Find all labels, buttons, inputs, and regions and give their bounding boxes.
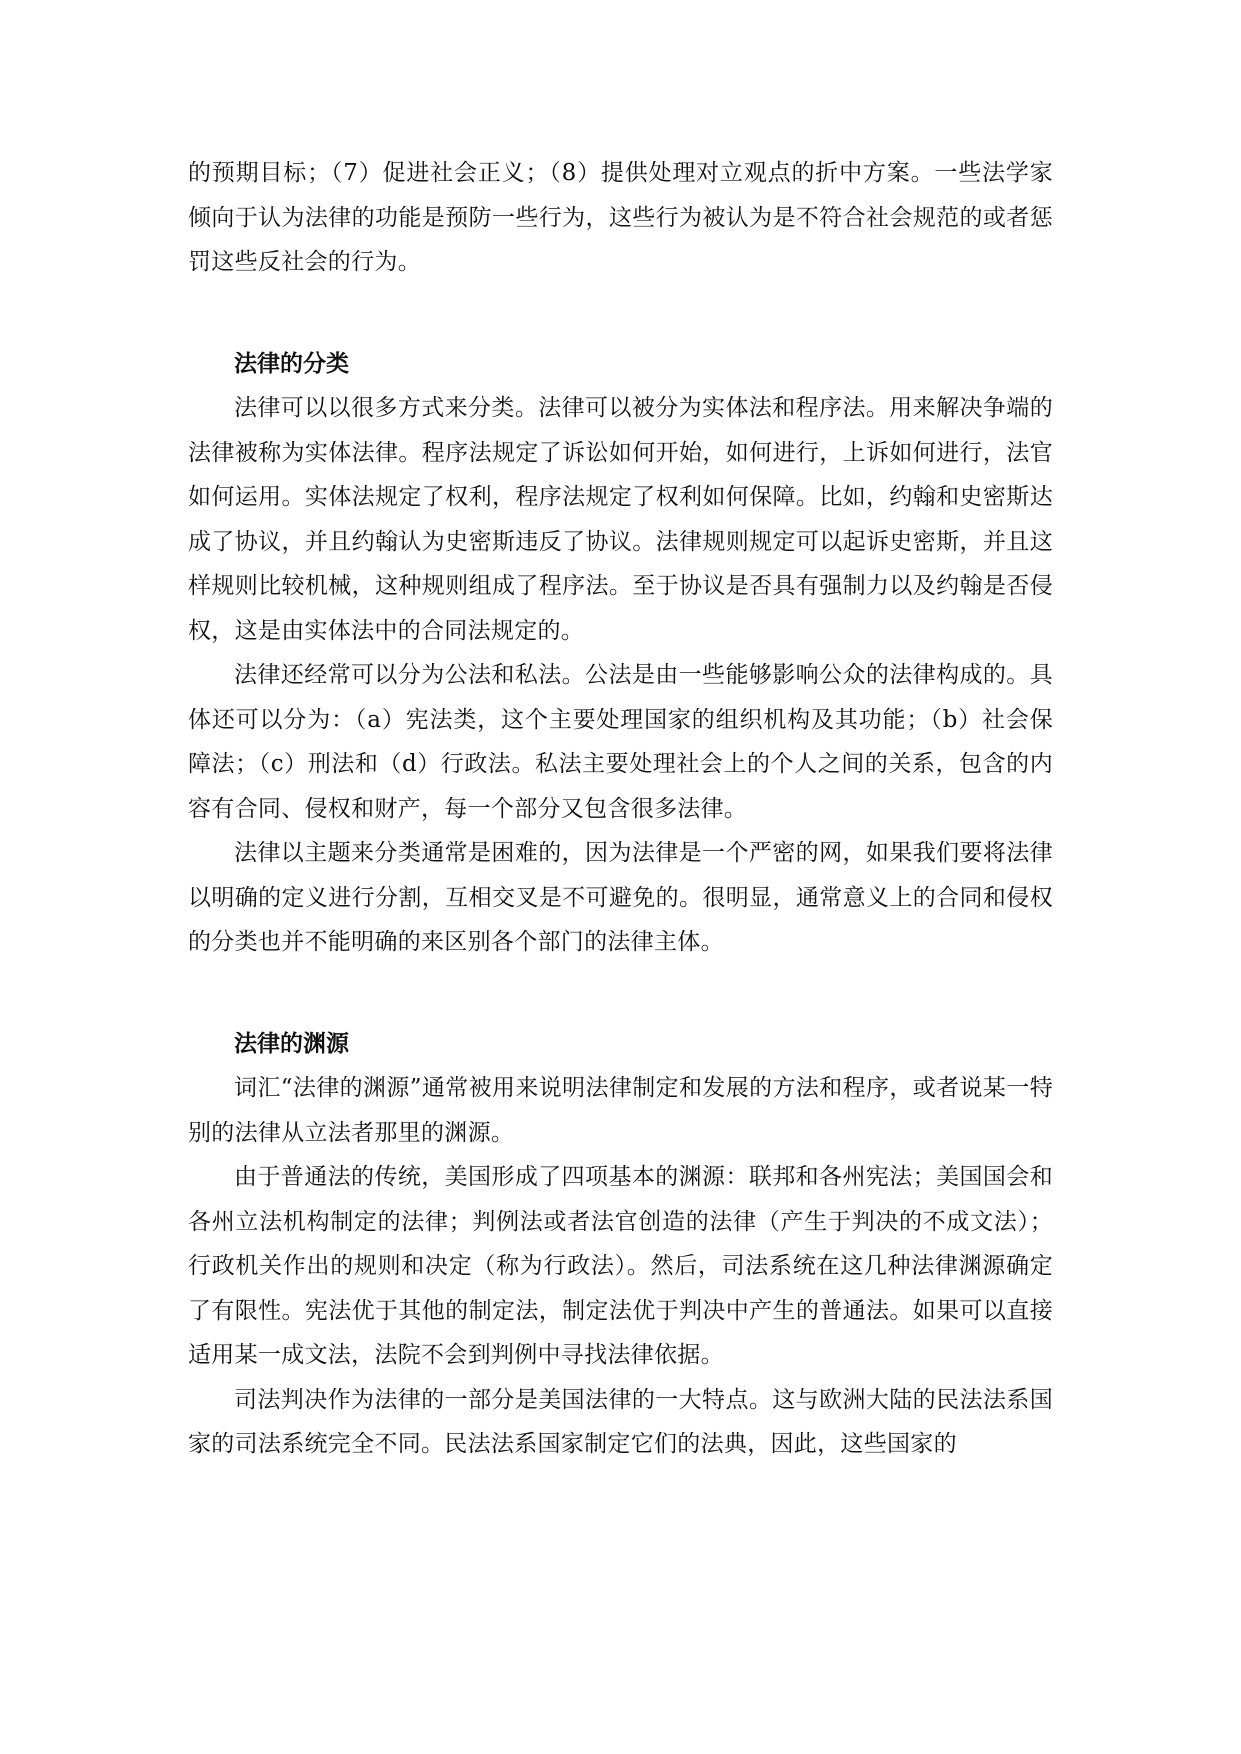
classification-paragraph-2: 法律还经常可以分为公法和私法。公法是由一些能够影响公众的法律构成的。具体还可以分为：（a）宪法类，这个主要处理国家的组织机构及其功能；（b）社会保障法；（c）刑法和（d）行政法。私法主要处理社会上的个人之间的关系，包含的内容有合同、侵权和财产，每一个部分又包含很多法律。 (188, 662, 1053, 822)
intro-paragraph: 的预期目标；（7）促进社会正义；（8）提供处理对立观点的折中方案。一些法学家倾向于认为法律的功能是预防一些行为，这些行为被认为是不符合社会规范的或者惩罚这些反社会的行为。 (188, 160, 1053, 275)
classification-paragraph-1: 法律可以以很多方式来分类。法律可以被分为实体法和程序法。用来解决争端的法律被称为实体法律。程序法规定了诉讼如何开始，如何进行，上诉如何进行，法官如何运用。实体法规定了权利，程序法规定了权利如何保障。比如，约翰和史密斯达成了协议，并且约翰认为史密斯违反了协议。法律规则规定可以起诉史密斯，并且这样规则比较机械，这种规则组成了程序法。至于协议是否具有强制力以及约翰是否侵权，这是由实体法中的合同法规定的。 (188, 395, 1053, 644)
section-spacer (188, 965, 1053, 1022)
document-body (188, 151, 1053, 1467)
section-heading-classification: 法律的分类 (234, 350, 349, 377)
classification-paragraph-3: 法律以主题来分类通常是困难的，因为法律是一个严密的网，如果我们要将法律以明确的定义进行分割，互相交叉是不可避免的。很明显，通常意义上的合同和侵权的分类也并不能明确的来区别各个部门的法律主体。 (188, 840, 1053, 955)
section-heading-sources: 法律的渊源 (234, 1030, 349, 1057)
section-spacer (188, 285, 1053, 342)
sources-paragraph-2: 由于普通法的传统，美国形成了四项基本的渊源：联邦和各州宪法；美国国会和各州立法机构制定的法律；判例法或者法官创造的法律（产生于判决的不成文法）；行政机关作出的规则和决定（称为行政法）。然后，司法系统在这几种法律渊源确定了有限性。宪法优于其他的制定法，制定法优于判决中产生的普通法。如果可以直接适用某一成文法，法院不会到判例中寻找法律依据。 (188, 1164, 1053, 1368)
sources-paragraph-3: 司法判决作为法律的一部分是美国法律的一大特点。这与欧洲大陆的民法法系国家的司法系统完全不同。民法法系国家制定它们的法典，因此，这些国家的 (188, 1386, 1053, 1457)
sources-paragraph-1: 词汇“法律的渊源”通常被用来说明法律制定和发展的方法和程序，或者说某一特别的法律从立法者那里的渊源。 (188, 1075, 1053, 1146)
